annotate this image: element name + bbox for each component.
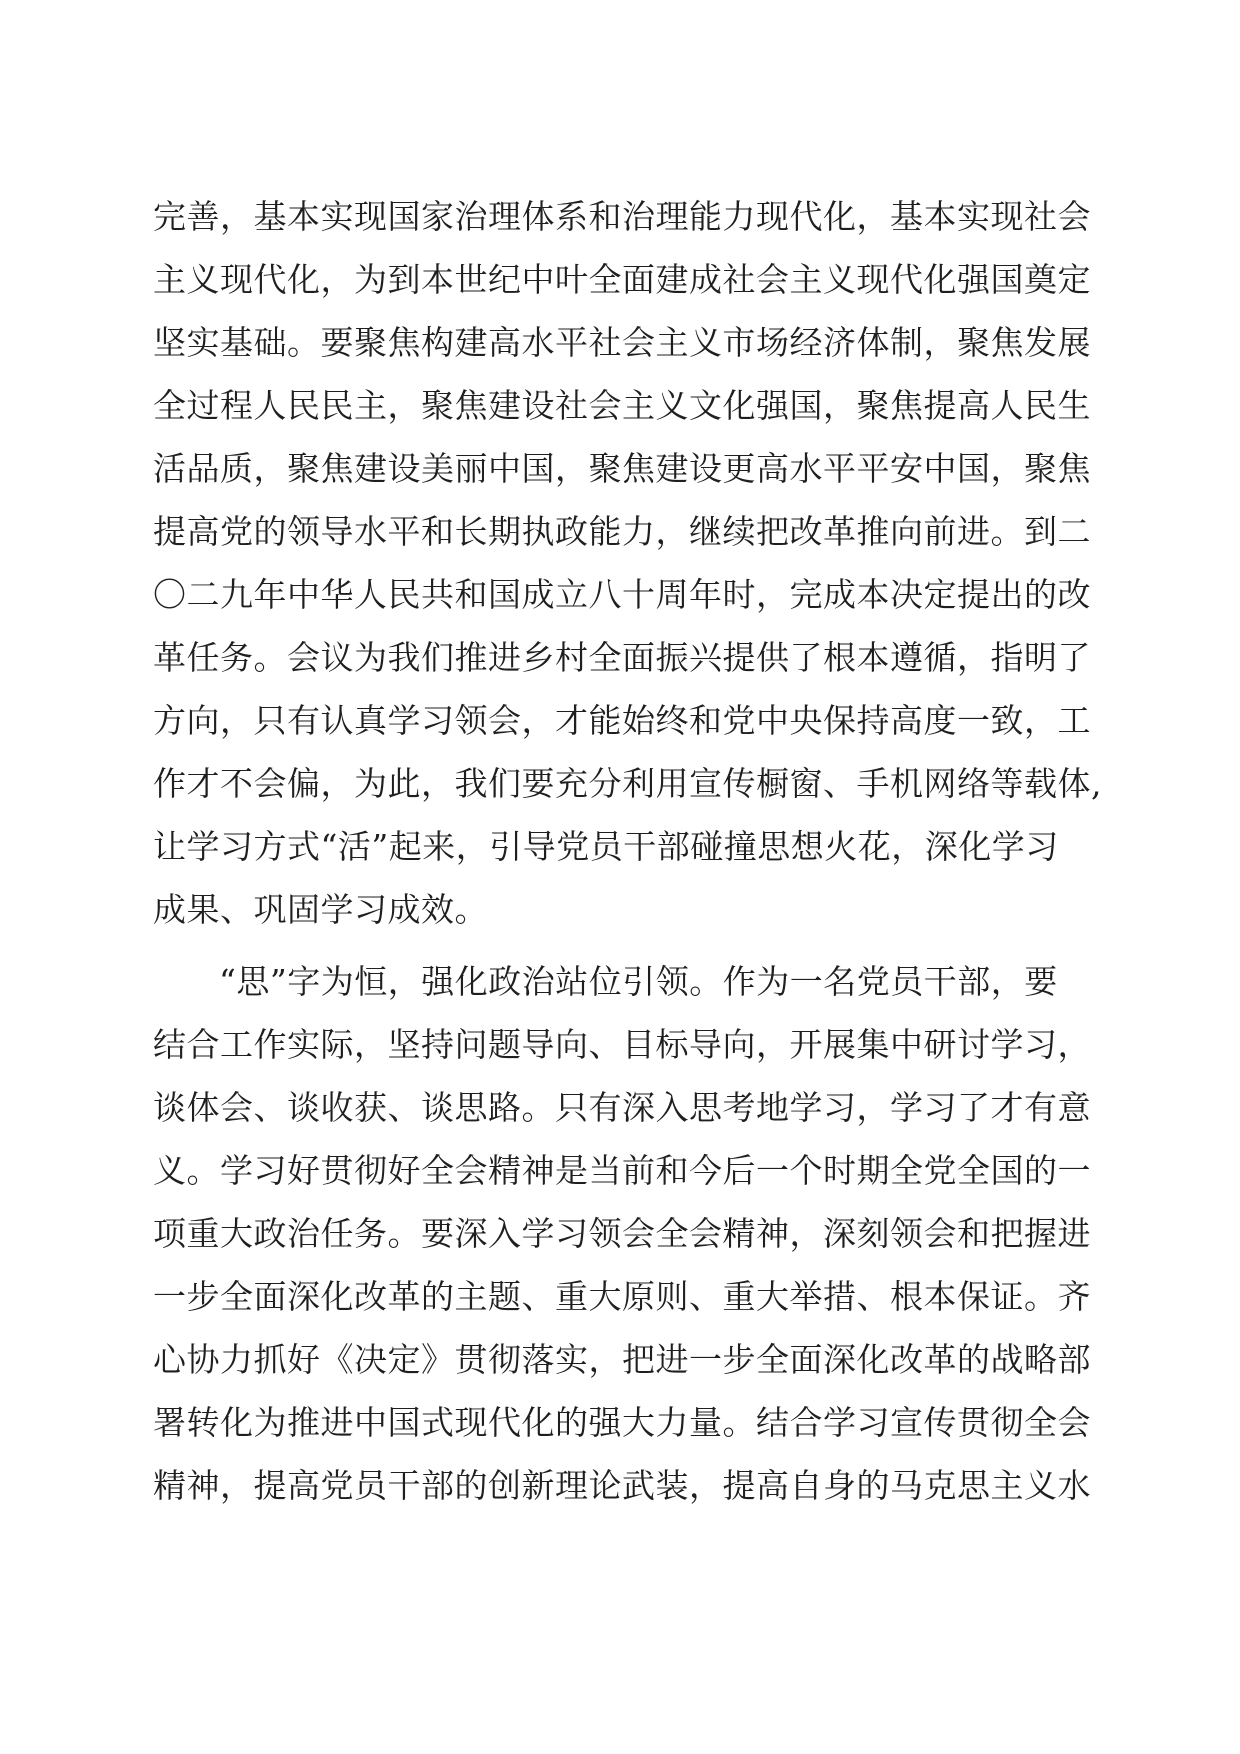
text-line: 方向，只有认真学习领会，才能始终和党中央保持高度一致，工: [153, 701, 1091, 740]
text-line: 义。学习好贯彻好全会精神是当前和今后一个时期全党全国的一: [153, 1151, 1091, 1190]
text-line: 全过程人民民主，聚焦建设社会主义文化强国，聚焦提高人民生: [153, 386, 1091, 425]
text-line: 成果、巩固学习成效。: [153, 890, 488, 929]
body-text: [153, 185, 1102, 1517]
text-line: 让学习方式“活”起来，引导党员干部碰撞思想火花，深化学习: [153, 827, 1059, 866]
text-line: 作才不会偏，为此，我们要充分利用宣传橱窗、手机网络等载体,: [153, 764, 1102, 803]
text-line: 心协力抓好《决定》贯彻落实，把进一步全面深化改革的战略部: [153, 1340, 1091, 1379]
text-line: 提高党的领导水平和长期执政能力，继续把改革推向前进。到二: [153, 512, 1091, 551]
text-line: 坚实基础。要聚焦构建高水平社会主义市场经济体制，聚焦发展: [153, 323, 1091, 362]
text-line: 精神，提高党员干部的创新理论武装，提高自身的马克思主义水: [153, 1466, 1091, 1505]
text-line: “思”字为恒，强化政治站位引领。作为一名党员干部，要: [219, 962, 1058, 1001]
text-line: 一步全面深化改革的主题、重大原则、重大举措、根本保证。齐: [153, 1277, 1091, 1316]
paragraph-2: [153, 950, 1091, 1517]
text-line: 谈体会、谈收获、谈思路。只有深入思考地学习，学习了才有意: [153, 1088, 1091, 1127]
text-line: 主义现代化，为到本世纪中叶全面建成社会主义现代化强国奠定: [153, 260, 1091, 299]
text-line: 完善，基本实现国家治理体系和治理能力现代化，基本实现社会: [153, 197, 1091, 236]
text-line: 署转化为推进中国式现代化的强大力量。结合学习宣传贯彻全会: [153, 1403, 1091, 1442]
text-line: 结合工作实际，坚持问题导向、目标导向，开展集中研讨学习，: [153, 1025, 1091, 1064]
text-line: 活品质，聚焦建设美丽中国，聚焦建设更高水平平安中国，聚焦: [153, 449, 1091, 488]
text-line: 〇二九年中华人民共和国成立八十周年时，完成本决定提出的改: [153, 575, 1091, 614]
text-line: 项重大政治任务。要深入学习领会全会精神，深刻领会和把握进: [153, 1214, 1091, 1253]
text-line: 革任务。会议为我们推进乡村全面振兴提供了根本遵循，指明了: [153, 638, 1091, 677]
paragraph-1: [153, 185, 1102, 941]
